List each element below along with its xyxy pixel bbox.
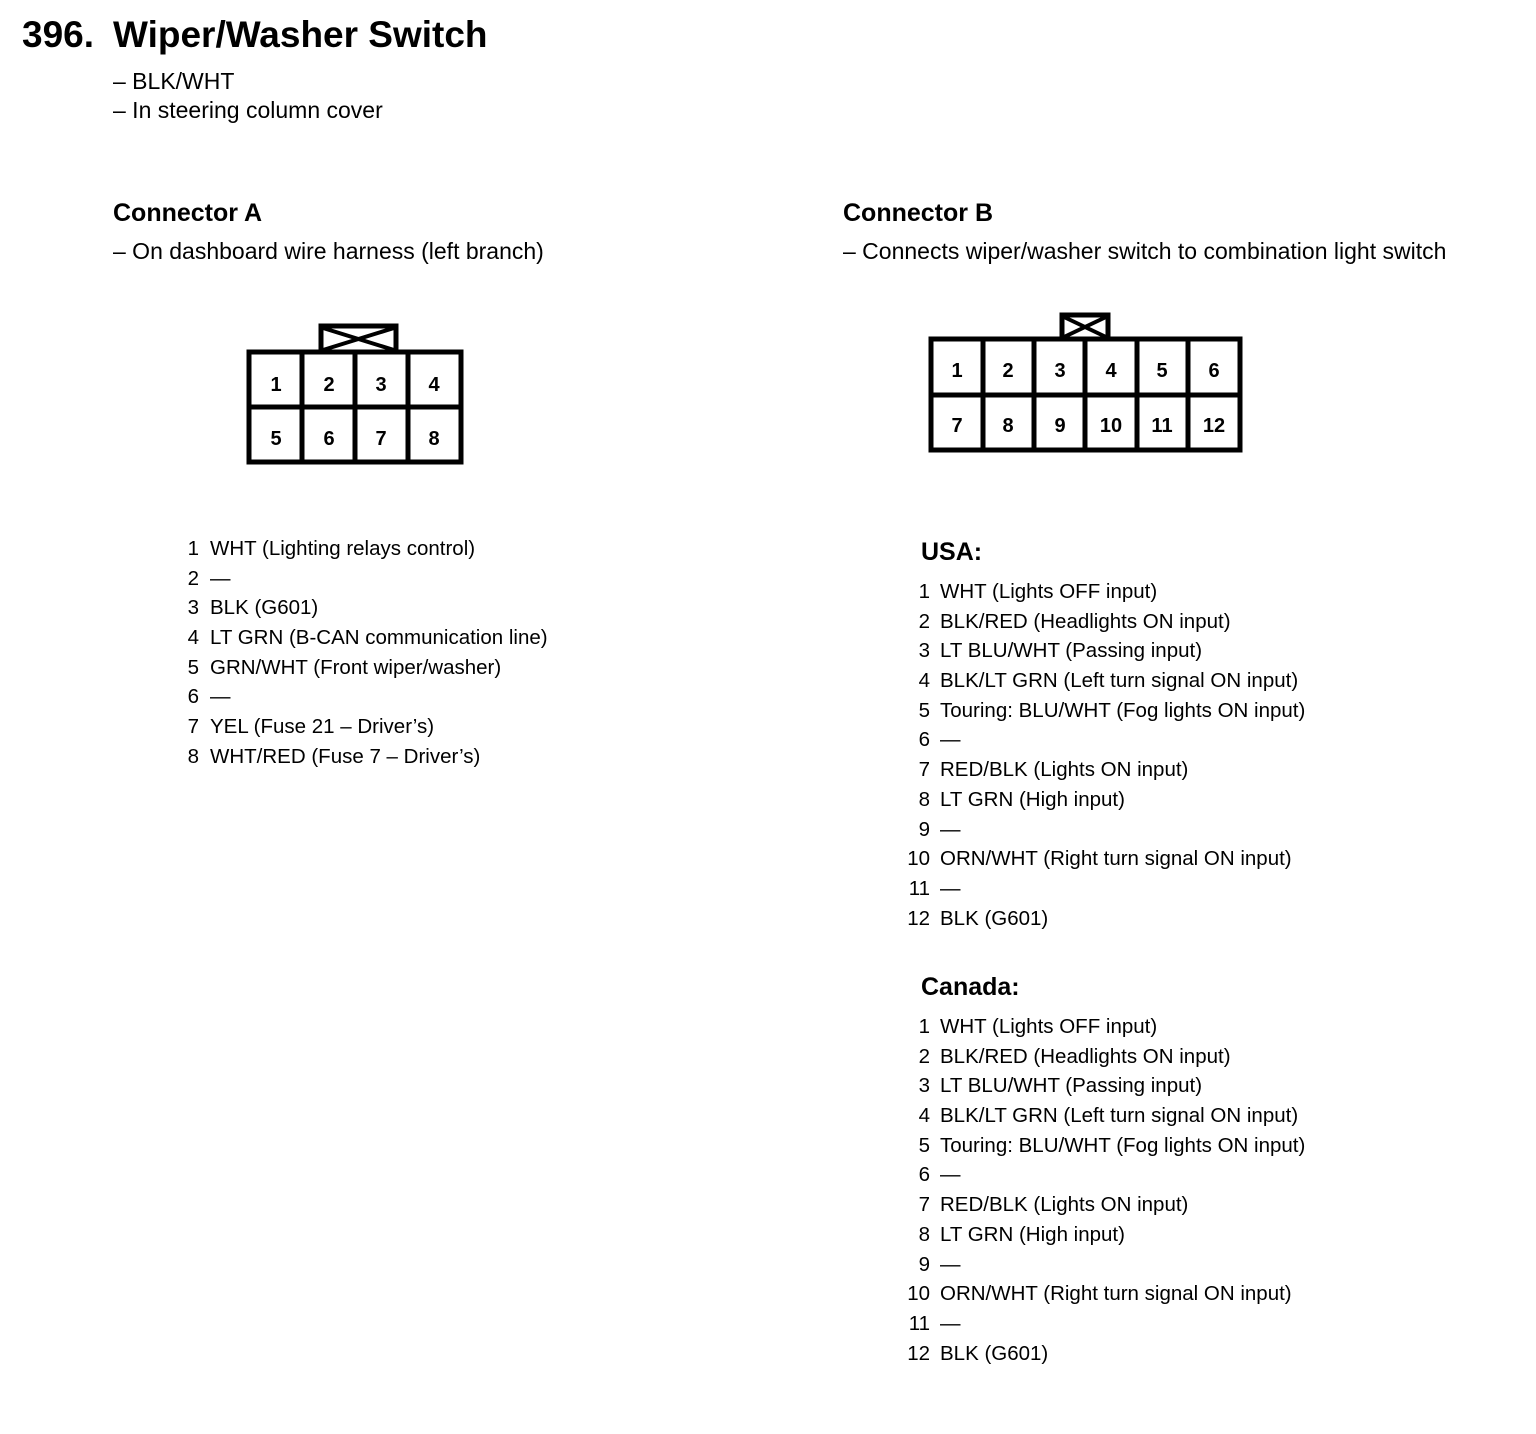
pin-number: 11	[908, 876, 930, 900]
header-color-line: – BLK/WHT	[113, 68, 235, 94]
pin-number: 7	[918, 758, 930, 782]
connector-a-note: – On dashboard wire harness (left branch)	[113, 238, 544, 264]
pin-row	[902, 1131, 1305, 1161]
pin-row	[902, 755, 1305, 785]
connector-b-cavity-label: 1	[951, 360, 963, 382]
pin-number: 2	[918, 1044, 930, 1068]
pin-row	[902, 1071, 1305, 1101]
pin-number: 4	[187, 626, 199, 650]
connector-b-cavity-label: 6	[1208, 360, 1220, 382]
pin-description: WHT (Lighting relays control)	[210, 537, 476, 560]
pin-row	[177, 653, 548, 683]
pin-description: YEL (Fuse 21 – Driver’s)	[210, 715, 435, 739]
pin-number: 1	[918, 1015, 930, 1038]
pin-row	[902, 874, 1305, 904]
canada-heading: Canada:	[921, 973, 1020, 1001]
pin-row	[177, 534, 548, 564]
connector-a-heading: Connector A	[113, 199, 263, 227]
pin-description: Touring: BLU/WHT (Fog lights ON input)	[940, 1133, 1306, 1157]
connector-b-cavity-label: 2	[1002, 360, 1014, 382]
header-location-line: – In steering column cover	[113, 97, 383, 123]
pin-row	[902, 666, 1305, 696]
pin-description: —	[940, 876, 961, 900]
pin-number: 8	[918, 787, 930, 811]
pin-number: 3	[918, 639, 930, 663]
pin-number: 1	[187, 537, 199, 560]
pin-number: 7	[918, 1193, 930, 1217]
pin-description: —	[940, 1311, 961, 1335]
connector-a-cavity-label: 2	[323, 374, 335, 396]
pin-description: ORN/WHT (Right turn signal ON input)	[940, 1282, 1292, 1306]
pin-row	[902, 636, 1305, 666]
page-title: Wiper/Washer Switch	[113, 14, 488, 55]
pin-description: WHT (Lights OFF input)	[940, 1015, 1158, 1038]
pin-number: 8	[918, 1222, 930, 1246]
pin-number: 6	[918, 728, 930, 752]
connector-a-cavity-label: 6	[323, 428, 335, 450]
pin-row	[177, 682, 548, 712]
pin-row	[902, 1279, 1305, 1309]
pin-number: 5	[187, 655, 199, 679]
pin-number: 4	[918, 1104, 930, 1128]
pin-number: 6	[918, 1163, 930, 1187]
pin-description: —	[940, 1252, 961, 1276]
connector-b-cavity-label: 4	[1105, 360, 1117, 382]
pin-description: BLK/LT GRN (Left turn signal ON input)	[940, 669, 1299, 693]
pin-row	[902, 725, 1305, 755]
pin-description: RED/BLK (Lights ON input)	[940, 758, 1189, 782]
pin-description: —	[940, 1163, 961, 1187]
connector-a-cavity-label: 7	[375, 428, 387, 450]
pin-number: 10	[907, 1282, 930, 1306]
pin-description: —	[940, 728, 961, 752]
pin-row	[902, 1101, 1305, 1131]
pin-row	[902, 1309, 1305, 1339]
pin-number: 7	[187, 715, 199, 739]
connector-b-diagram	[931, 315, 1240, 450]
pin-row	[902, 815, 1305, 845]
connector-a-cavity-label: 1	[270, 374, 282, 396]
pin-number: 3	[187, 596, 199, 620]
pin-number: 6	[187, 685, 199, 709]
pin-row	[902, 1190, 1305, 1220]
pin-description: BLK (G601)	[940, 906, 1049, 930]
pin-description: LT GRN (High input)	[940, 1222, 1125, 1246]
pin-description: LT GRN (B-CAN communication line)	[210, 626, 548, 650]
pin-description: BLK/LT GRN (Left turn signal ON input)	[940, 1104, 1299, 1128]
pin-row	[902, 844, 1305, 874]
connector-b-heading: Connector B	[843, 199, 993, 227]
connector-b-cavity-label: 12	[1202, 415, 1226, 437]
pin-number: 9	[918, 1252, 930, 1276]
pin-row	[902, 785, 1305, 815]
connector-a-cavity-label: 5	[270, 428, 282, 450]
pin-description: RED/BLK (Lights ON input)	[940, 1193, 1189, 1217]
pin-row	[177, 593, 548, 623]
pin-number: 5	[918, 1133, 930, 1157]
pin-number: 5	[918, 698, 930, 722]
pin-row	[902, 1220, 1305, 1250]
connector-b-cavity-label: 3	[1054, 360, 1066, 382]
pin-description: —	[210, 685, 231, 709]
pin-description: BLK/RED (Headlights ON input)	[940, 1044, 1231, 1068]
pin-description: LT GRN (High input)	[940, 787, 1125, 811]
pin-number: 12	[907, 906, 930, 930]
pin-row	[902, 1012, 1305, 1042]
pin-number: 11	[908, 1311, 930, 1335]
pin-row	[902, 1042, 1305, 1072]
pin-number: 9	[918, 817, 930, 841]
pin-number: 2	[918, 609, 930, 633]
connector-b-cavity-label: 10	[1099, 415, 1123, 437]
connector-b-cavity-label: 5	[1156, 360, 1168, 382]
canada-pin-list	[902, 1012, 1305, 1368]
pin-number: 10	[907, 847, 930, 871]
pin-row	[177, 564, 548, 594]
pin-row	[902, 607, 1305, 637]
pin-number: 8	[187, 744, 199, 768]
pin-row	[177, 712, 548, 742]
connector-b-cavity-label: 7	[951, 415, 963, 437]
pin-row	[177, 742, 548, 772]
connector-b-note: – Connects wiper/washer switch to combination light switch	[843, 238, 1447, 264]
pin-description: BLK/RED (Headlights ON input)	[940, 609, 1231, 633]
usa-heading: USA:	[921, 538, 983, 566]
pin-number: 2	[187, 566, 199, 590]
pin-number: 12	[907, 1341, 930, 1365]
pin-description: WHT/RED (Fuse 7 – Driver’s)	[210, 744, 481, 768]
pin-description: —	[210, 566, 231, 590]
pin-number: 1	[918, 580, 930, 603]
pin-row	[902, 696, 1305, 726]
connector-a-cavity-label: 3	[375, 374, 387, 396]
pin-description: LT BLU/WHT (Passing input)	[940, 639, 1203, 663]
connector-a-pin-list	[177, 534, 548, 772]
pin-description: Touring: BLU/WHT (Fog lights ON input)	[940, 698, 1306, 722]
pin-row	[902, 904, 1305, 934]
connector-a-cavity-label: 4	[428, 374, 440, 396]
pin-row	[902, 577, 1305, 607]
pin-number: 4	[918, 669, 930, 693]
connector-b-cavity-label: 11	[1151, 415, 1173, 437]
pin-number: 3	[918, 1074, 930, 1098]
pin-description: WHT (Lights OFF input)	[940, 580, 1158, 603]
connector-a-diagram	[249, 326, 461, 462]
pin-description: BLK (G601)	[940, 1341, 1049, 1365]
pin-row	[177, 623, 548, 653]
pin-description: ORN/WHT (Right turn signal ON input)	[940, 847, 1292, 871]
connector-b-cavity-label: 9	[1054, 415, 1066, 437]
pin-row	[902, 1339, 1305, 1369]
pin-description: —	[940, 817, 961, 841]
pin-description: LT BLU/WHT (Passing input)	[940, 1074, 1203, 1098]
section-number: 396.	[22, 14, 95, 55]
connector-b-cavity-label: 8	[1002, 415, 1014, 437]
pin-row	[902, 1250, 1305, 1280]
usa-pin-list	[902, 577, 1305, 933]
pin-description: GRN/WHT (Front wiper/washer)	[210, 655, 502, 679]
pin-description: BLK (G601)	[210, 596, 319, 620]
pin-row	[902, 1160, 1305, 1190]
connector-a-cavity-label: 8	[428, 428, 440, 450]
